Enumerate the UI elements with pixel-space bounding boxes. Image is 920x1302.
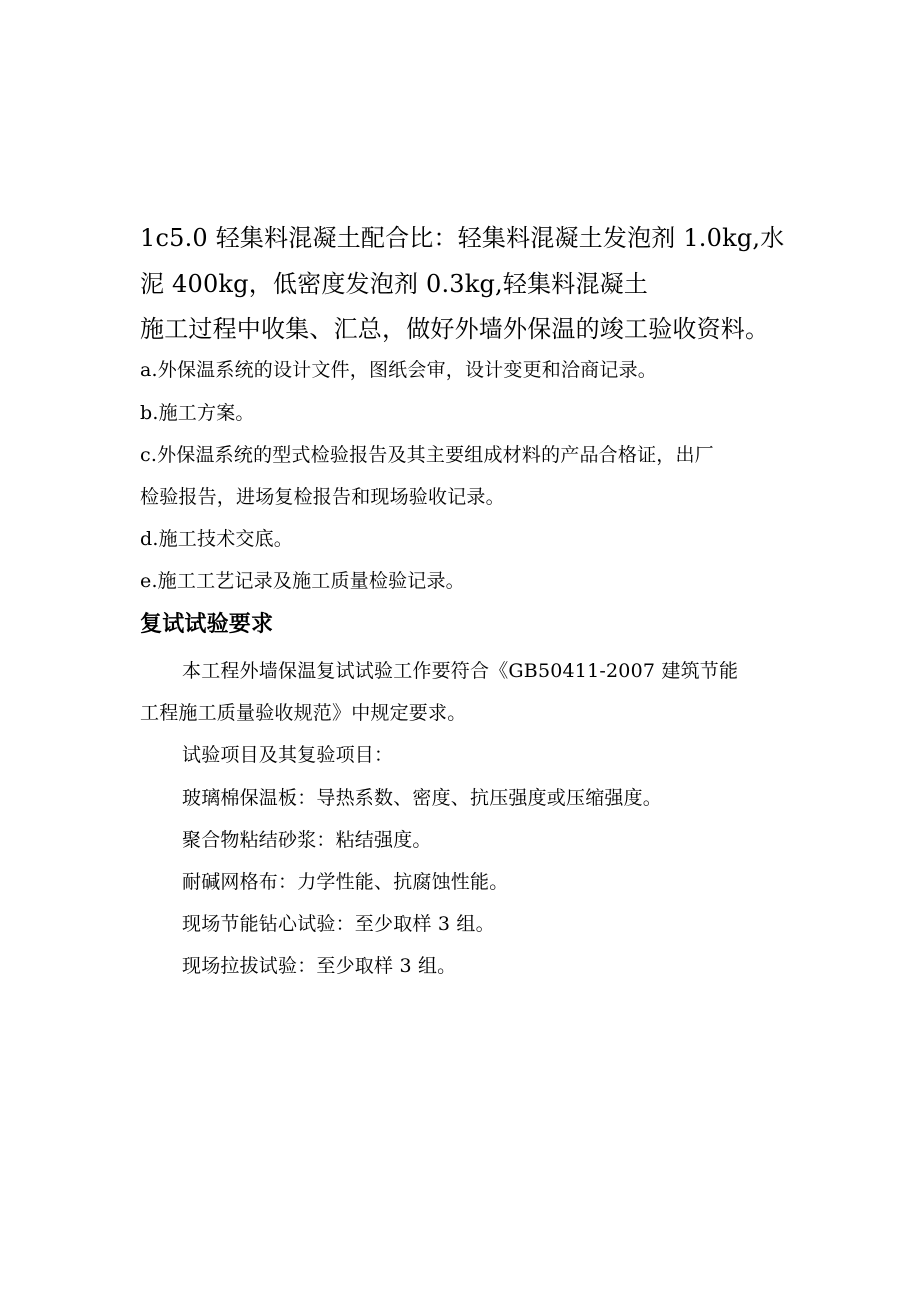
list-item-a: a.外保温系统的设计文件，图纸会审，设计变更和洽商记录。 (140, 359, 657, 381)
test-item-4: 现场节能钻心试验：至少取样 3 组。 (182, 913, 495, 935)
intro-line-2: 泥 400kg，低密度发泡剂 0.3kg,轻集料混凝土 (140, 270, 649, 298)
test-item-2: 聚合物粘结砂浆：粘结强度。 (182, 829, 432, 851)
test-item-5: 现场拉拔试验：至少取样 3 组。 (182, 955, 457, 977)
section-paragraph-line-2: 工程施工质量验收规范》中规定要求。 (140, 702, 467, 724)
test-item-1: 玻璃棉保温板：导热系数、密度、抗压强度或压缩强度。 (182, 787, 663, 809)
list-item-c-line-1: c.外保温系统的型式检验报告及其主要组成材料的产品合格证，出厂 (140, 444, 714, 466)
test-item-3: 耐碱网格布：力学性能、抗腐蚀性能。 (182, 871, 509, 893)
list-item-c-line-2: 检验报告，进场复检报告和现场验收记录。 (140, 486, 505, 508)
items-intro: 试验项目及其复验项目： (182, 744, 394, 766)
list-item-e: e.施工工艺记录及施工质量检验记录。 (140, 570, 465, 592)
list-item-b: b.施工方案。 (140, 402, 255, 424)
intro-line-1: 1c5.0 轻集料混凝土配合比：轻集料混凝土发泡剂 1.0kg,水 (140, 224, 785, 252)
section-paragraph-line-1: 本工程外墙保温复试试验工作要符合《GB50411-2007 建筑节能 (182, 660, 739, 682)
list-item-d: d.施工技术交底。 (140, 528, 294, 550)
section-heading: 复试试验要求 (140, 612, 274, 637)
intro-line-3: 施工过程中收集、汇总，做好外墙外保温的竣工验收资料。 (140, 315, 770, 343)
